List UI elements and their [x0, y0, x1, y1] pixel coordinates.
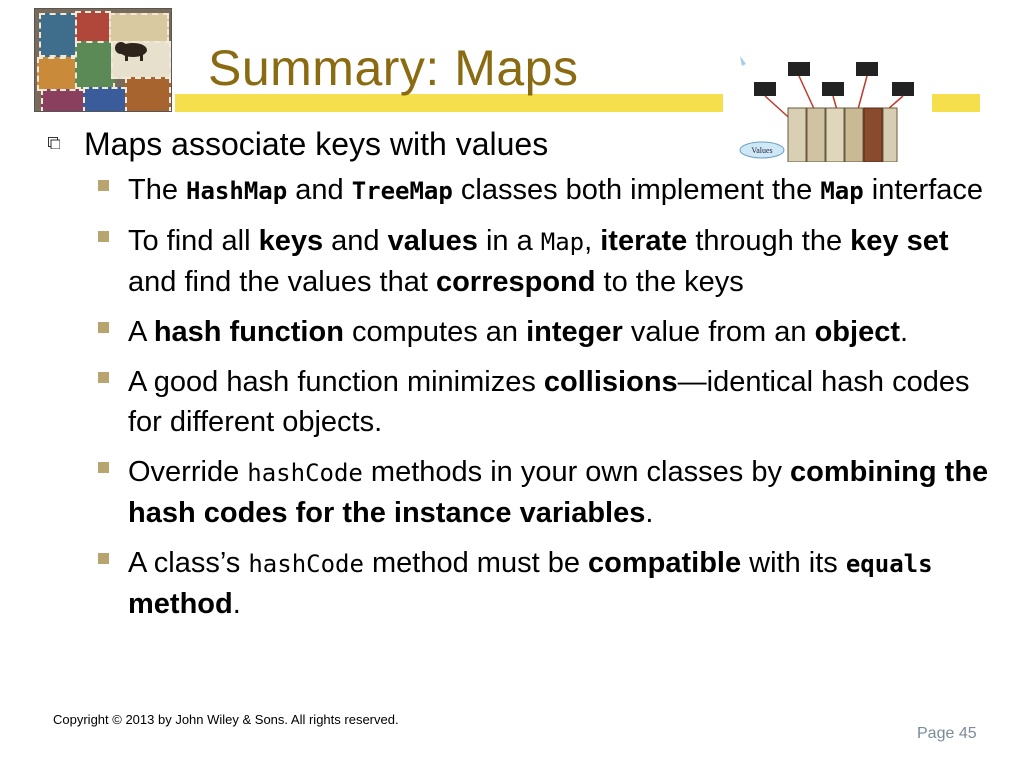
text-segment: to the keys: [595, 266, 744, 298]
bullet-level1: [40, 124, 1000, 164]
title-underline-bar-right: [932, 94, 980, 112]
text-segment: and: [323, 225, 388, 257]
text-segment: To find all: [128, 225, 259, 257]
bullet-level1-text: Maps associate keys with values: [84, 126, 549, 162]
stamps-collage-image: [34, 8, 172, 112]
text-segment: key set: [850, 225, 949, 257]
text-segment: values: [387, 225, 478, 257]
text-segment: value from an: [622, 316, 815, 348]
text-segment: with its: [741, 547, 846, 579]
square-bullet-icon: [98, 322, 109, 333]
text-segment: hash function: [153, 316, 344, 348]
text-segment: in a: [477, 225, 541, 257]
text-segment: integer: [526, 316, 623, 348]
text-segment: HashMap: [186, 177, 288, 205]
sub-bullet-list: [40, 170, 1000, 624]
page-number: Page 45: [917, 725, 977, 742]
slide-title: Summary: Maps: [208, 40, 579, 96]
square-bullet-icon: [98, 553, 109, 564]
sub-bullet-item: [40, 221, 1000, 302]
text-segment: —identical hash codes for different objects.: [128, 366, 970, 438]
text-segment: and find the values that: [128, 266, 436, 298]
square-bullet-icon: [98, 462, 109, 473]
text-segment: and: [287, 174, 352, 206]
text-segment: Map: [820, 177, 864, 205]
text-segment: iterate: [600, 225, 688, 257]
sub-bullet-item: [40, 362, 1000, 442]
text-segment: ,: [584, 225, 601, 257]
text-segment: .: [900, 316, 909, 348]
square-bullet-icon: [98, 372, 109, 383]
sub-bullet-item: [40, 543, 1000, 624]
text-segment: A good hash function minimizes: [128, 366, 544, 398]
text-segment: hashCode: [248, 550, 364, 578]
text-segment: keys: [258, 225, 324, 257]
text-segment: object: [814, 316, 900, 348]
text-segment: collisions: [543, 366, 678, 398]
buffalo-icon: [113, 39, 153, 61]
values-label: Values: [751, 146, 773, 155]
text-segment: computes an: [343, 316, 527, 348]
text-segment: A: [128, 316, 154, 348]
sub-bullet-item: [40, 170, 1000, 211]
text-segment: equals: [845, 550, 933, 578]
text-segment: method: [128, 588, 233, 620]
text-segment: correspond: [435, 266, 596, 298]
text-segment: TreeMap: [351, 177, 453, 205]
text-segment: A class’s: [128, 547, 249, 579]
text-segment: .: [232, 588, 241, 620]
text-segment: The: [128, 174, 187, 206]
text-segment: Override: [128, 456, 248, 488]
text-segment: compatible: [588, 547, 742, 579]
text-segment: interface: [863, 174, 984, 206]
sub-bullet-item: [40, 452, 1000, 533]
square-bullet-icon: [98, 231, 109, 242]
slide-body: [40, 124, 1000, 634]
text-segment: hashCode: [247, 459, 363, 487]
text-segment: through the: [687, 225, 851, 257]
text-segment: Map: [540, 228, 585, 256]
text-segment: classes both implement the: [452, 174, 821, 206]
text-segment: method must be: [363, 547, 589, 579]
checkbox-bullet-icon: [48, 137, 60, 149]
copyright-text: Copyright © 2013 by John Wiley & Sons. All rights reserved.: [53, 712, 399, 727]
text-segment: combining the hash codes for the instance variables: [128, 456, 989, 529]
sub-bullet-item: [40, 312, 1000, 352]
text-segment: methods in your own classes by: [362, 456, 791, 488]
text-segment: .: [645, 497, 654, 529]
square-bullet-icon: [98, 180, 109, 191]
